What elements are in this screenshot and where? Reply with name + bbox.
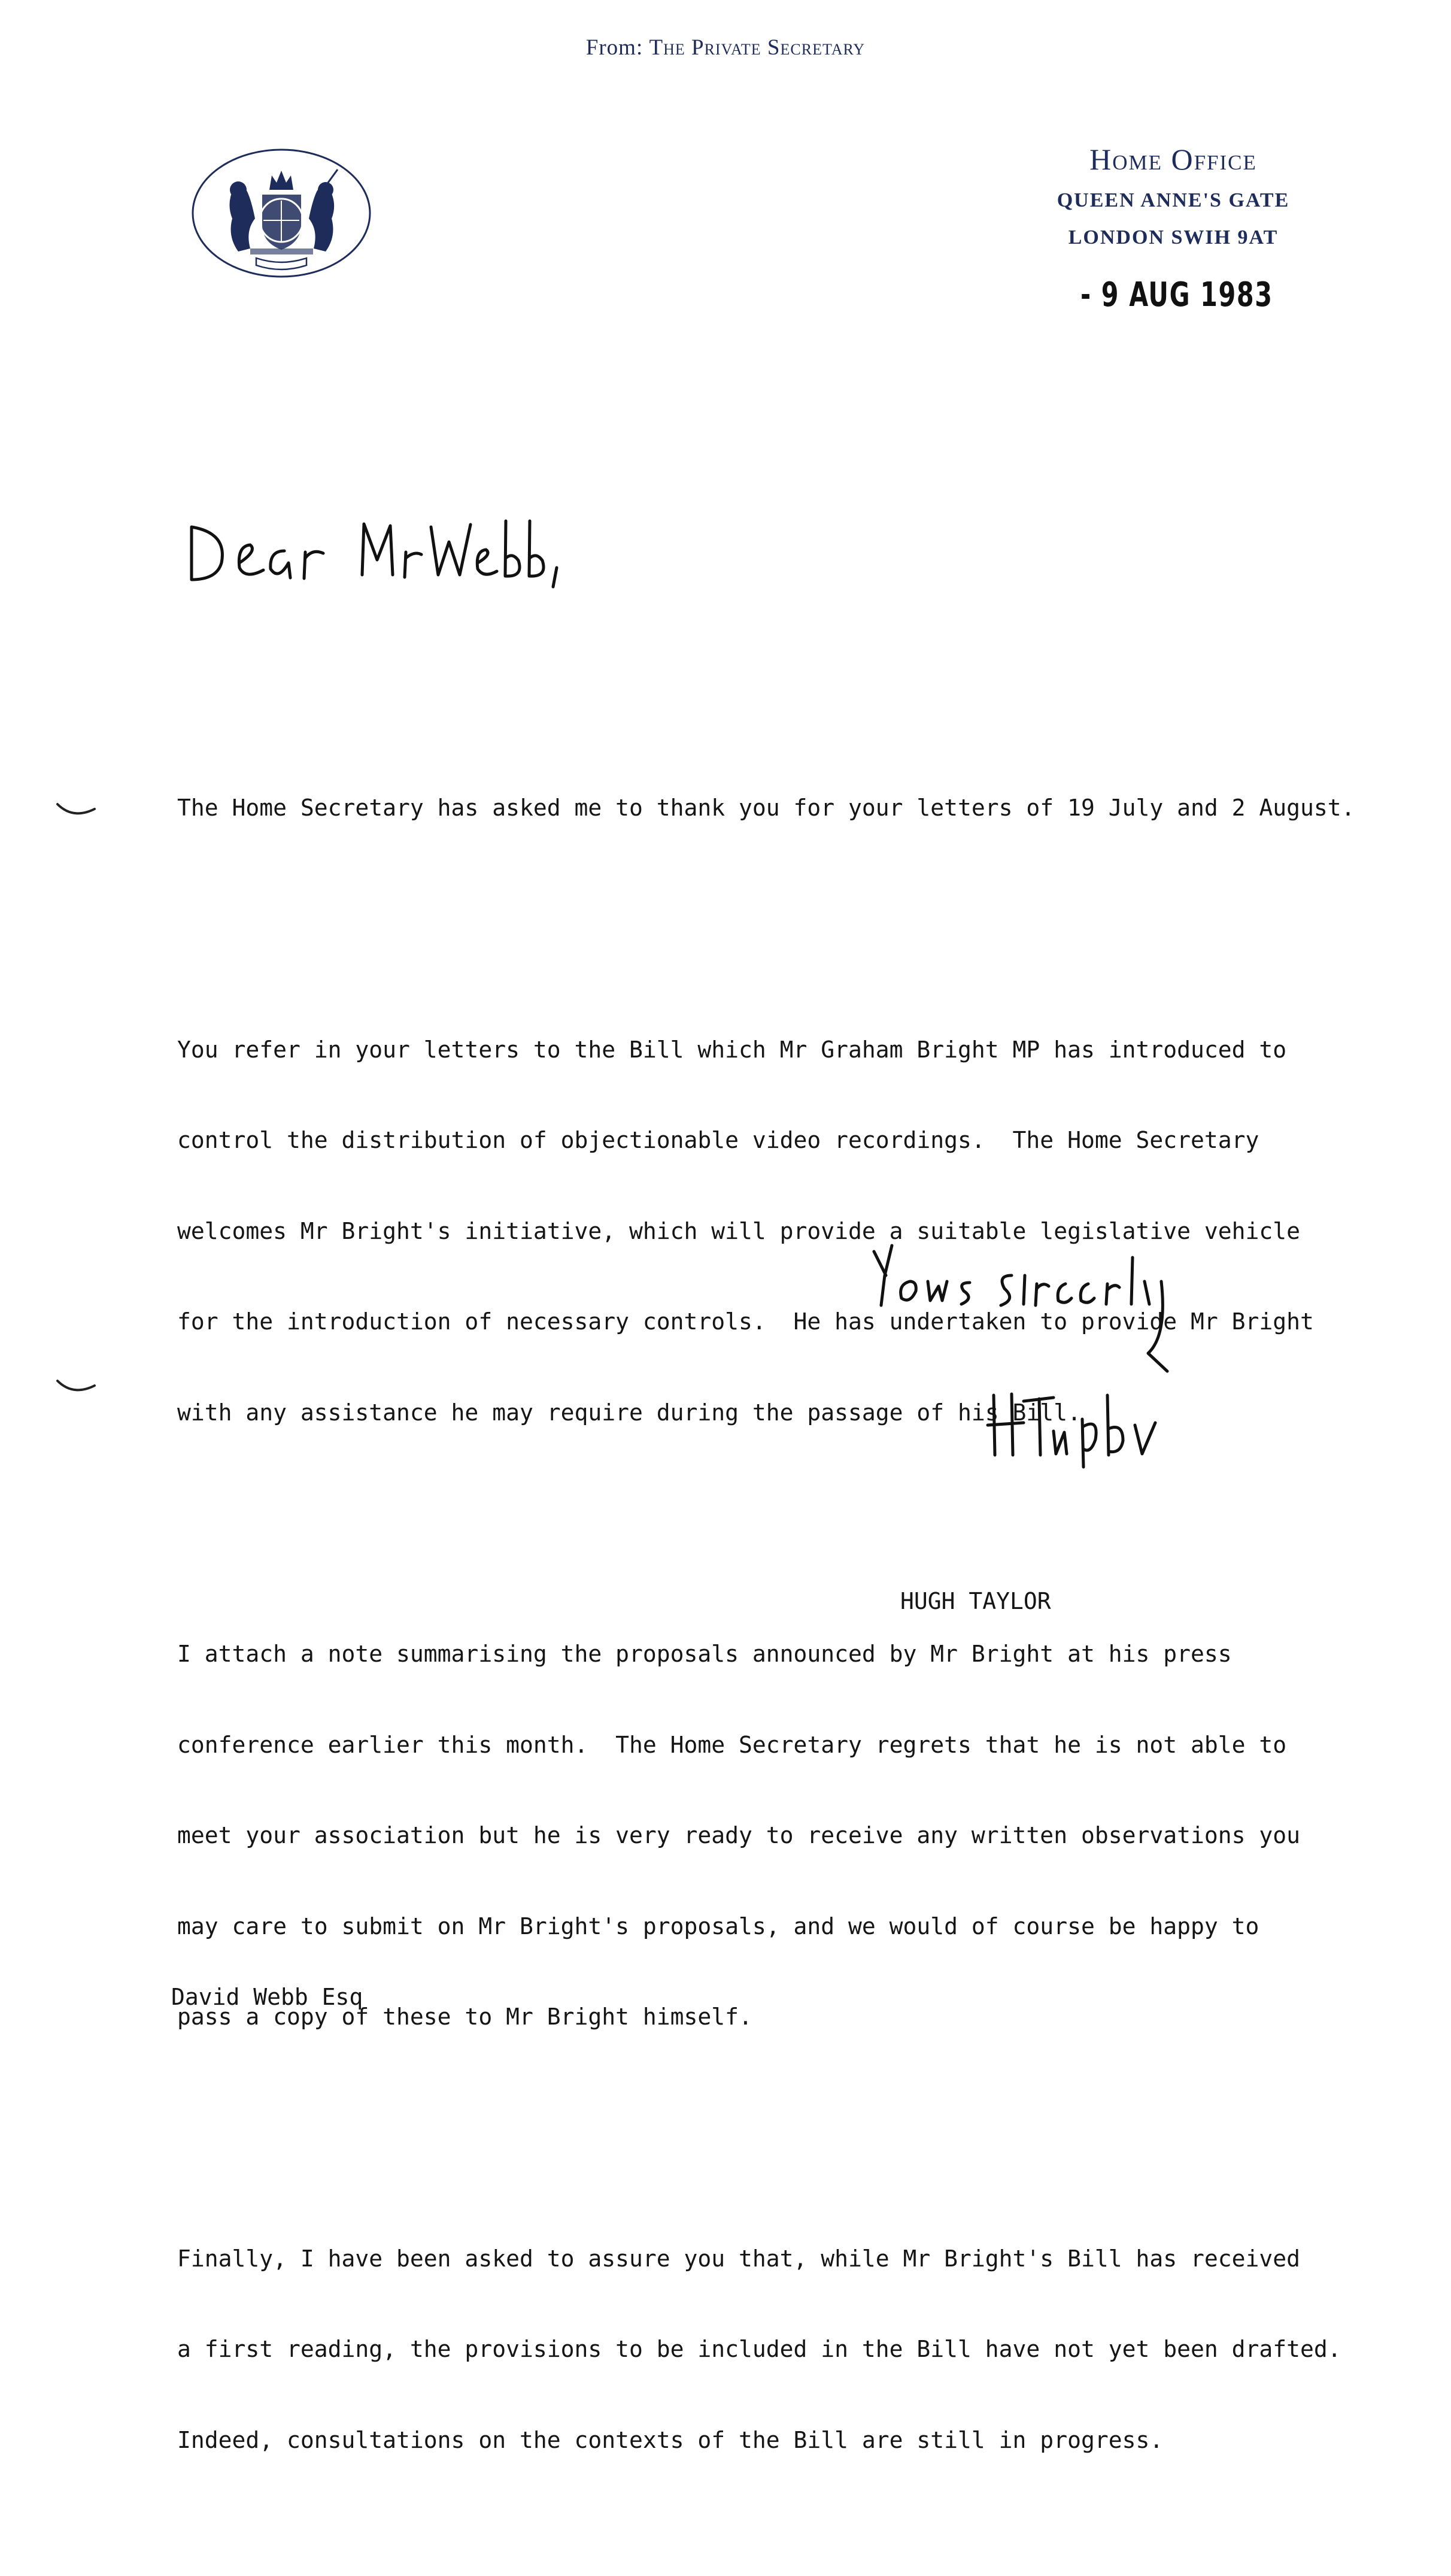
body-line: may care to submit on Mr Bright's proposals, and we would of course be happy to	[177, 1913, 1259, 1939]
body-line: You refer in your letters to the Bill which Mr Graham Bright MP has introduced to	[177, 1036, 1287, 1063]
from-label: From:	[585, 35, 643, 60]
body-line: conference earlier this month. The Home Secretary regrets that he is not able to	[177, 1731, 1287, 1758]
letter-body	[177, 672, 1440, 2576]
body-line: I attach a note summarising the proposals announced by Mr Bright at his press	[177, 1641, 1232, 1667]
paragraph-2	[177, 974, 1440, 1489]
body-line: The Home Secretary has asked me to thank you for your letters of 19 July and 2 August.	[177, 795, 1355, 821]
handwritten-signature-icon	[982, 1377, 1179, 1491]
office-name: Home Office	[1089, 143, 1257, 176]
royal-crest-icon	[190, 147, 373, 280]
address-line-2: LONDON SWIH 9AT	[1068, 226, 1279, 248]
paragraph-3	[177, 1578, 1440, 2093]
body-line: a first reading, the provisions to be included in the Bill have not yet been drafted.	[177, 2336, 1341, 2362]
body-line: pass a copy of these to Mr Bright himself.	[177, 2004, 752, 2030]
signatory-name: HUGH TAYLOR	[900, 1588, 1051, 1614]
addressee: David Webb Esq	[171, 1984, 363, 2010]
punch-hole-mark-icon	[55, 799, 97, 823]
punch-hole-mark-icon	[55, 1376, 97, 1400]
from-title: The Private Secretary	[649, 35, 866, 60]
body-line: meet your association but he is very ready to receive any written observations you	[177, 1822, 1300, 1848]
paragraph-1	[177, 732, 1440, 884]
body-line: for the introduction of necessary controls. He has undertaken to provide Mr Bright	[177, 1308, 1314, 1335]
body-line: control the distribution of objectionable video recordings. The Home Secretary	[177, 1127, 1259, 1153]
handwritten-salutation-icon	[180, 503, 563, 605]
handwritten-closing-icon	[868, 1234, 1215, 1383]
address-line-1: QUEEN ANNE'S GATE	[1057, 189, 1290, 211]
from-line	[0, 35, 1451, 60]
body-line: Indeed, consultations on the contexts of the Bill are still in progress.	[177, 2426, 1164, 2453]
date-stamp: - 9 AUG 1983	[1080, 275, 1273, 314]
body-line: Finally, I have been asked to assure you that, while Mr Bright's Bill has received	[177, 2245, 1300, 2272]
office-address-block	[982, 137, 1365, 256]
body-line: welcomes Mr Bright's initiative, which will provide a suitable legislative vehicle	[177, 1217, 1300, 1244]
body-line: with any assistance he may require during the passage of his Bill.	[177, 1399, 1081, 1426]
paragraph-4	[177, 2183, 1440, 2516]
